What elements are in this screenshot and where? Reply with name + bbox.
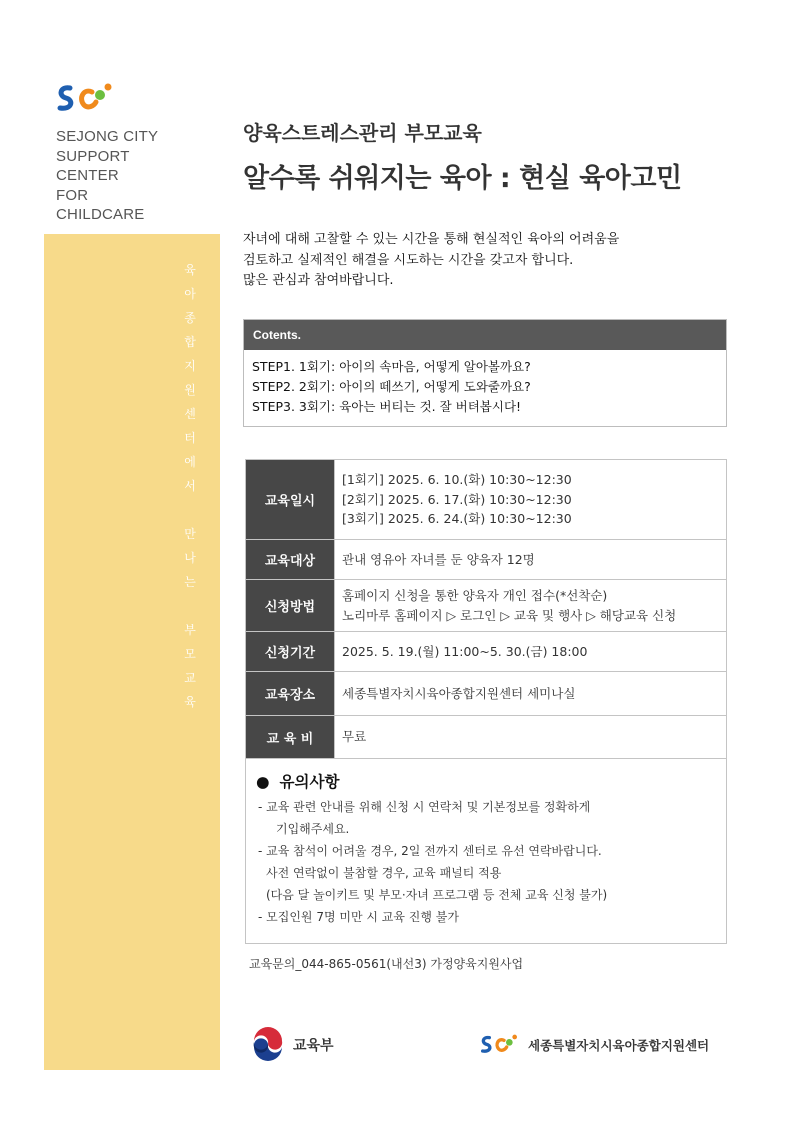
side-banner-char: [180, 498, 200, 522]
sejong-childcare-logo-icon: [56, 78, 116, 114]
info-label: 신청방법: [246, 580, 335, 632]
notes-line: - 교육 관련 안내를 위해 신청 시 연락처 및 기본정보를 정확하게: [258, 800, 591, 814]
contact-info: 교육문의_044-865-0561(내선3) 가정양육지원사업: [249, 957, 524, 971]
intro-line: 많은 관심과 참여바랍니다.: [243, 273, 394, 288]
side-banner-char: 나: [184, 551, 196, 565]
organization-name-english: SEJONG CITY SUPPORT CENTER FOR CHILDCARE: [56, 128, 159, 223]
side-banner-char: 서: [184, 479, 196, 493]
ministry-name: 교육부: [293, 1038, 334, 1054]
notes-box: [245, 758, 727, 944]
bullet-icon: ●: [256, 773, 270, 791]
notes-title-text: 유의사항: [279, 773, 340, 791]
side-banner-char: 에: [184, 455, 196, 469]
side-banner-text: [180, 258, 200, 714]
info-table: [245, 459, 727, 759]
side-banner-char: 아: [184, 287, 196, 301]
notes-title: [256, 770, 339, 792]
info-value: [335, 540, 727, 580]
info-label: 교육일시: [246, 460, 335, 540]
info-value-line: 노리마루 홈페이지 ▷ 로그인 ▷ 교육 및 행사 ▷ 해당교육 신청: [342, 607, 677, 623]
side-banner-char: 교: [184, 671, 196, 685]
info-value-line: [3회기] 2025. 6. 24.(화) 10:30~12:30: [342, 511, 572, 527]
info-label: 교육대상: [246, 540, 335, 580]
info-value-line: [1회기] 2025. 6. 10.(화) 10:30~12:30: [342, 472, 572, 488]
contents-list: [244, 350, 726, 417]
side-banner-char: [180, 594, 200, 618]
intro-line: 자녀에 대해 고찰할 수 있는 시간을 통해 현실적인 육아의 어려움을: [243, 232, 620, 247]
info-value-line: 세종특별자치시육아종합지원센터 세미나실: [342, 685, 576, 701]
notes-list: [258, 796, 607, 928]
side-banner-char: 종: [184, 311, 196, 325]
side-banner-char: 부: [184, 623, 196, 637]
ministry-of-education-emblem-icon: [251, 1027, 285, 1061]
table-row: [246, 580, 727, 632]
notes-line: (다음 달 놀이키트 및 부모·자녀 프로그램 등 전체 교육 신청 불가): [266, 888, 608, 902]
table-row: [246, 632, 727, 672]
info-value: [335, 580, 727, 632]
notes-line: - 모집인원 7명 미만 시 교육 진행 불가: [258, 910, 459, 924]
info-value-line: 2025. 5. 19.(월) 11:00~5. 30.(금) 18:00: [342, 643, 588, 659]
page-title: 알수록 쉬워지는 육아 : 현실 육아고민: [243, 163, 682, 194]
contents-step: STEP2. 2회기: 아이의 떼쓰기, 어떻게 도와줄까요?: [252, 379, 531, 394]
table-row: [246, 716, 727, 759]
info-value-line: 홈페이지 신청을 통한 양육자 개인 접수(*선착순): [342, 588, 608, 603]
side-banner-char: 원: [184, 383, 196, 397]
side-banner-char: 합: [184, 335, 196, 349]
sejong-childcare-logo-icon: [480, 1030, 520, 1056]
side-banner-char: 는: [184, 575, 196, 589]
side-banner-char: 터: [184, 431, 196, 445]
info-label: 교 육 비: [246, 716, 335, 759]
notes-line: 사전 연락없이 불참할 경우, 교육 패널티 적용: [266, 866, 502, 880]
intro-text: [243, 230, 723, 292]
side-banner-char: 지: [184, 359, 196, 373]
info-value: [335, 460, 727, 540]
intro-line: 검토하고 실제적인 해결을 시도하는 시간을 갖고자 합니다.: [243, 252, 574, 268]
info-value-line: 무료: [342, 729, 367, 745]
contents-box: [243, 319, 727, 427]
side-banner-char: 육: [184, 263, 196, 277]
info-value: [335, 672, 727, 716]
table-row: [246, 460, 727, 540]
table-row: [246, 672, 727, 716]
side-banner-char: 만: [184, 527, 196, 541]
info-label: 신청기간: [246, 632, 335, 672]
info-value-line: [2회기] 2025. 6. 17.(화) 10:30~12:30: [342, 491, 572, 507]
info-label: 교육장소: [246, 672, 335, 716]
side-banner-char: 모: [184, 647, 196, 661]
contents-step: STEP3. 3회기: 육아는 버티는 것. 잘 버텨봅시다!: [252, 399, 522, 414]
info-value: [335, 632, 727, 672]
side-banner-char: 센: [184, 407, 196, 421]
contents-heading: Cotents.: [244, 320, 726, 350]
notes-line: 기입해주세요.: [276, 822, 350, 836]
page-subtitle: 양육스트레스관리 부모교육: [243, 121, 482, 145]
notes-line: - 교육 참석이 어려울 경우, 2일 전까지 센터로 유선 연락바랍니다.: [258, 844, 602, 858]
contents-step: STEP1. 1회기: 아이의 속마음, 어떻게 알아볼까요?: [252, 359, 531, 374]
info-value-line: 관내 영유아 자녀를 둔 양육자 12명: [342, 551, 535, 567]
info-value: [335, 716, 727, 759]
center-name: 세종특별자치시육아종합지원센터: [528, 1038, 710, 1053]
side-banner-char: 육: [184, 695, 196, 709]
table-row: [246, 540, 727, 580]
